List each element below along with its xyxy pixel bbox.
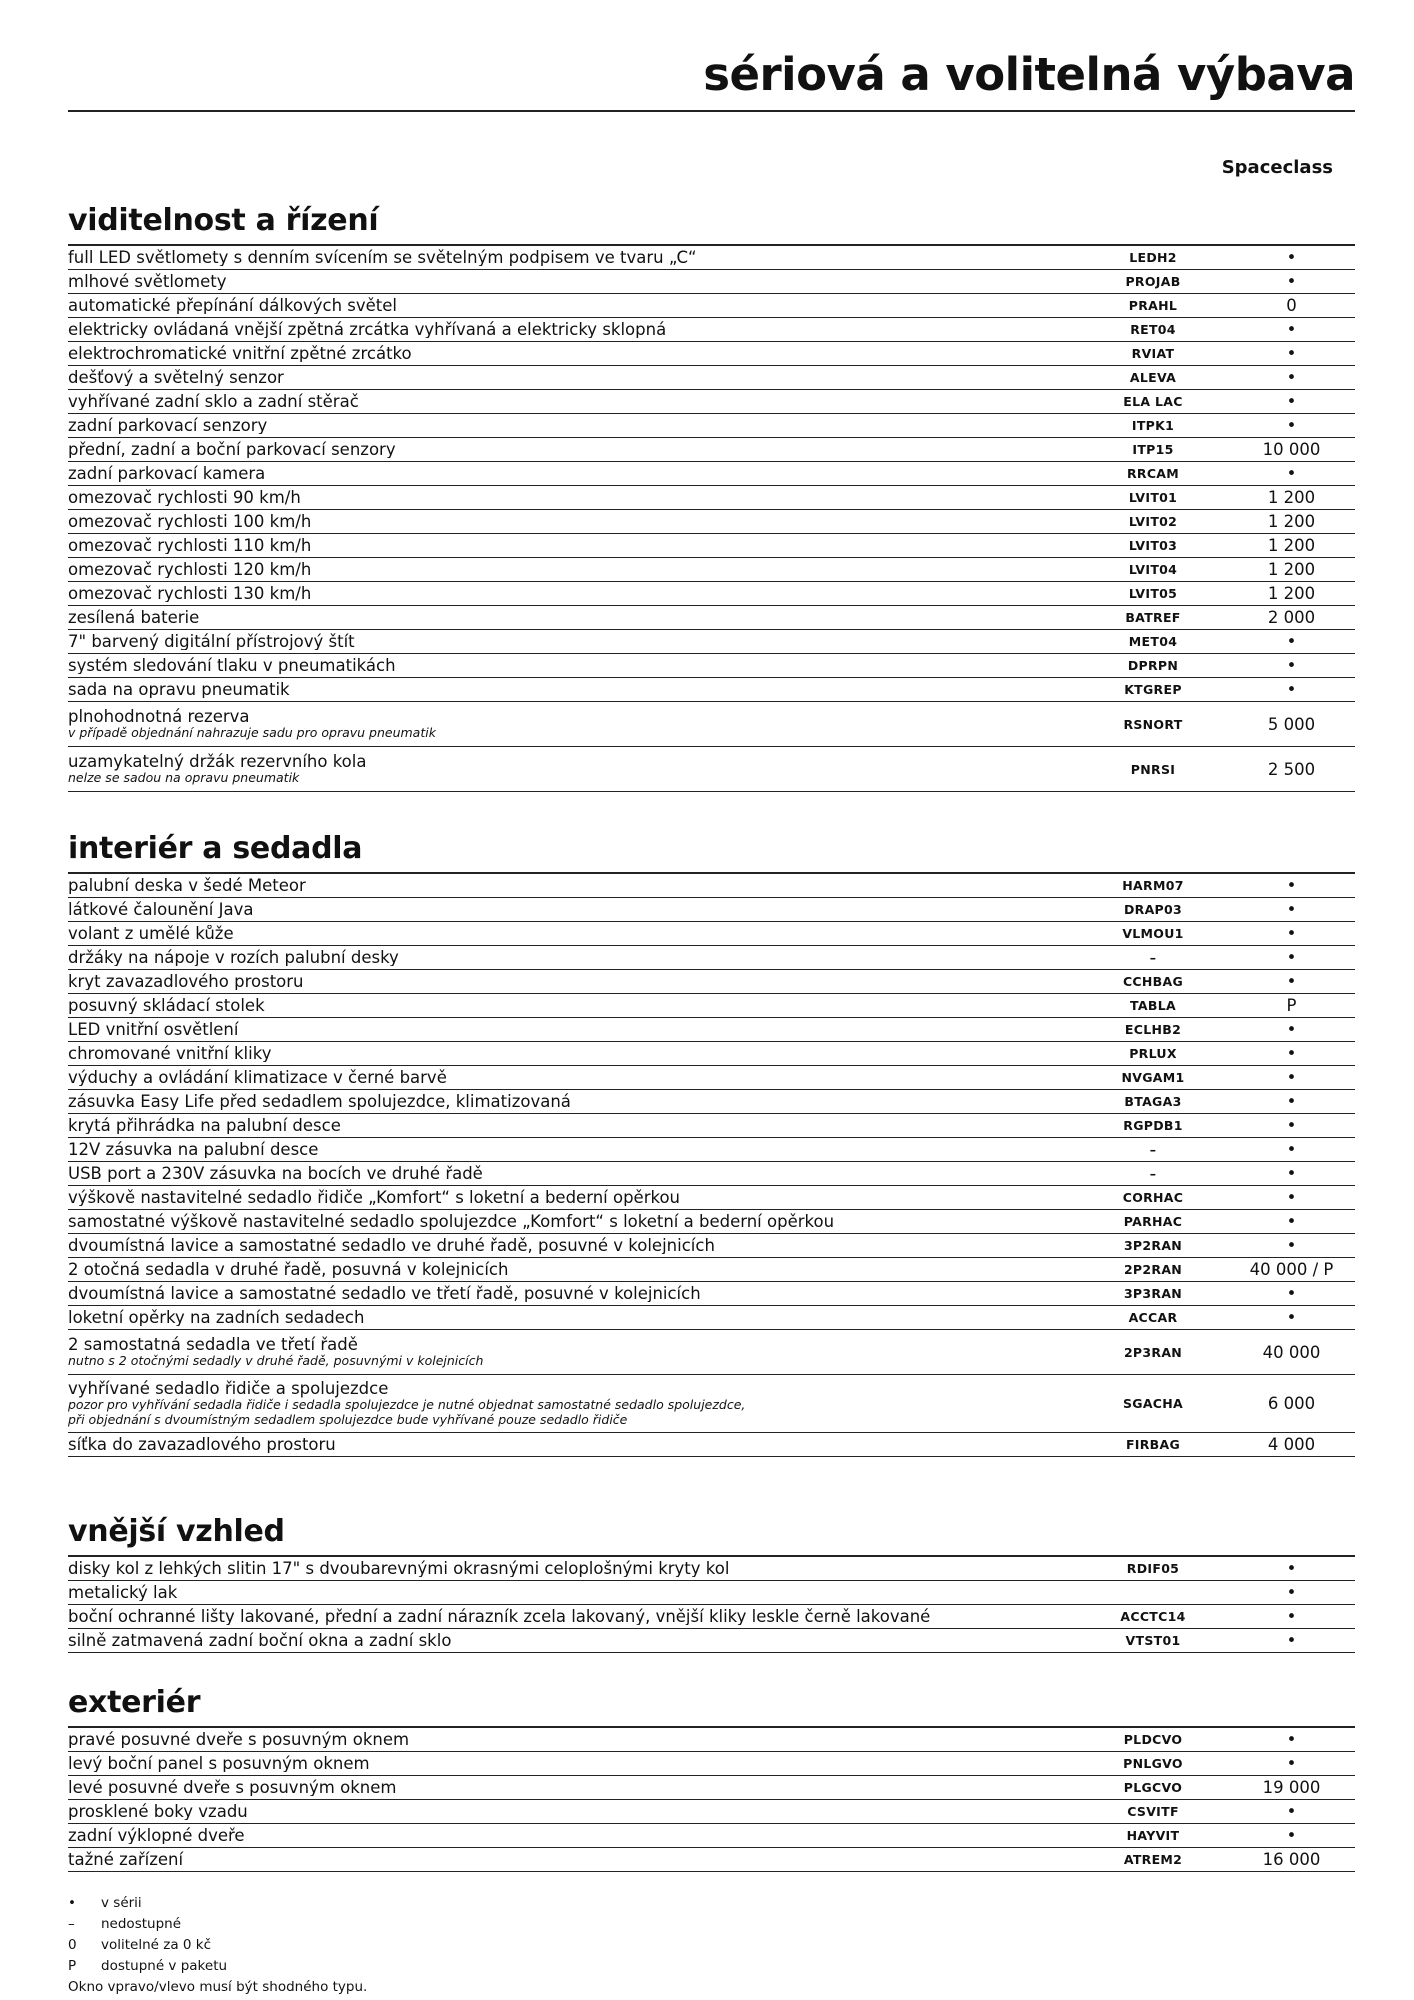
equipment-description <box>68 1093 1078 1110</box>
equipment-description <box>68 297 1078 314</box>
equipment-row <box>68 1186 1355 1210</box>
equipment-description <box>68 537 1078 554</box>
equipment-name: levý boční panel s posuvným oknem <box>68 1755 370 1772</box>
option-code: LVIT03 <box>1128 538 1178 553</box>
legend-symbol: – <box>68 1916 75 1932</box>
equipment-row <box>68 1282 1355 1306</box>
equipment-description <box>68 1045 1078 1062</box>
equipment-row <box>68 390 1355 414</box>
equipment-name: 2 samostatná sedadla ve třetí řadě <box>68 1336 358 1354</box>
availability-value: 1 200 <box>1267 488 1316 507</box>
option-code: DRAP03 <box>1123 902 1183 917</box>
equipment-row <box>68 414 1355 438</box>
availability-value: • <box>1286 416 1297 435</box>
equipment-name: prosklené boky vzadu <box>68 1803 248 1820</box>
option-code: ITP15 <box>1132 442 1174 457</box>
equipment-row <box>68 702 1355 747</box>
equipment-name: volant z umělé kůže <box>68 925 234 942</box>
option-code: – <box>1149 1142 1157 1157</box>
equipment-description <box>68 273 1078 290</box>
option-code: 2P3RAN <box>1123 1344 1183 1360</box>
availability-value: • <box>1286 272 1297 291</box>
availability-value: • <box>1286 972 1297 991</box>
equipment-description <box>68 1069 1078 1086</box>
option-code: ATREM2 <box>1123 1852 1183 1867</box>
equipment-row <box>68 1848 1355 1872</box>
availability-value: 2 000 <box>1267 608 1316 627</box>
option-code: PLDCVO <box>1123 1732 1183 1747</box>
section-visibility-driving <box>68 198 1355 792</box>
legend-note: Okno vpravo/vlevo musí být shodného typu. <box>68 1979 368 1995</box>
equipment-name: automatické přepínání dálkových světel <box>68 297 398 314</box>
equipment-row <box>68 1330 1355 1375</box>
availability-value: 10 000 <box>1262 440 1321 459</box>
equipment-row <box>68 1752 1355 1776</box>
availability-value: • <box>1286 1092 1297 1111</box>
option-code: RRCAM <box>1126 466 1180 481</box>
equipment-row <box>68 1605 1355 1629</box>
availability-value: 1 200 <box>1267 512 1316 531</box>
availability-value: • <box>1286 1236 1297 1255</box>
equipment-description <box>68 681 1078 698</box>
availability-value: • <box>1286 1140 1297 1159</box>
equipment-name: držáky na nápoje v rozích palubní desky <box>68 949 399 966</box>
equipment-row <box>68 1824 1355 1848</box>
equipment-name: loketní opěrky na zadních sedadech <box>68 1309 365 1326</box>
option-code: KTGREP <box>1124 682 1182 697</box>
equipment-name: samostatné výškově nastavitelné sedadlo spolujezdce „Komfort“ s loketní a bederní opěrkou <box>68 1213 835 1230</box>
option-code: – <box>1149 950 1157 965</box>
availability-value: • <box>1286 1583 1297 1602</box>
availability-value: • <box>1286 632 1297 651</box>
option-code: PROJAB <box>1125 274 1181 289</box>
equipment-description <box>68 393 1078 410</box>
equipment-row <box>68 1629 1355 1653</box>
equipment-description <box>68 1189 1078 1206</box>
equipment-description <box>68 1261 1078 1278</box>
equipment-description <box>68 1336 1078 1368</box>
equipment-name: chromované vnitřní kliky <box>68 1045 272 1062</box>
availability-value: 2 500 <box>1267 759 1316 779</box>
section-rows <box>68 1557 1355 1653</box>
availability-value: P <box>1286 996 1297 1015</box>
equipment-name: omezovač rychlosti 120 km/h <box>68 561 312 578</box>
equipment-description <box>68 489 1078 506</box>
legend-symbol: • <box>68 1895 76 1911</box>
section-rows <box>68 1728 1355 1872</box>
availability-value: • <box>1286 1116 1297 1135</box>
equipment-name: výduchy a ovládání klimatizace v černé barvě <box>68 1069 447 1086</box>
equipment-description <box>68 1608 1078 1625</box>
availability-value: 16 000 <box>1262 1850 1321 1869</box>
equipment-description <box>68 901 1078 918</box>
equipment-description <box>68 561 1078 578</box>
equipment-row <box>68 1581 1355 1605</box>
equipment-row <box>68 1306 1355 1330</box>
option-code: 3P2RAN <box>1123 1238 1183 1253</box>
equipment-name: dešťový a světelný senzor <box>68 369 284 386</box>
equipment-description <box>68 1779 1078 1796</box>
equipment-description <box>68 1851 1078 1868</box>
option-code: LVIT01 <box>1128 490 1178 505</box>
availability-value: • <box>1286 392 1297 411</box>
legend <box>68 1893 668 1998</box>
section-exterior-look <box>68 1509 1355 1653</box>
equipment-name: LED vnitřní osvětlení <box>68 1021 239 1038</box>
equipment-row <box>68 318 1355 342</box>
equipment-row <box>68 1162 1355 1186</box>
equipment-description <box>68 1803 1078 1820</box>
equipment-description <box>68 1213 1078 1230</box>
equipment-description <box>68 513 1078 530</box>
equipment-name: omezovač rychlosti 90 km/h <box>68 489 301 506</box>
availability-value: • <box>1286 924 1297 943</box>
equipment-name: kryt zavazadlového prostoru <box>68 973 304 990</box>
equipment-row <box>68 898 1355 922</box>
equipment-description <box>68 708 1078 740</box>
equipment-name: zásuvka Easy Life před sedadlem spolujezdce, klimatizovaná <box>68 1093 571 1110</box>
equipment-name: přední, zadní a boční parkovací senzory <box>68 441 396 458</box>
equipment-name: tažné zařízení <box>68 1851 184 1868</box>
option-code: CSVITF <box>1127 1804 1179 1819</box>
equipment-name: elektrochromatické vnitřní zpětné zrcátko <box>68 345 412 362</box>
section-title: interiér a sedadla <box>68 826 1355 874</box>
equipment-description <box>68 1380 1078 1427</box>
equipment-description <box>68 657 1078 674</box>
equipment-name: vyhřívané zadní sklo a zadní stěrač <box>68 393 359 410</box>
option-code: BTAGA3 <box>1124 1094 1182 1109</box>
availability-value: • <box>1286 1188 1297 1207</box>
availability-value: 5 000 <box>1267 714 1316 734</box>
equipment-row <box>68 1114 1355 1138</box>
availability-value: • <box>1286 1802 1297 1821</box>
option-code: 3P3RAN <box>1123 1286 1183 1301</box>
equipment-name: omezovač rychlosti 130 km/h <box>68 585 312 602</box>
equipment-name: silně zatmavená zadní boční okna a zadní sklo <box>68 1632 452 1649</box>
equipment-name: elektricky ovládaná vnější zpětná zrcátka vyhřívaná a elektricky sklopná <box>68 321 667 338</box>
option-code: PRLUX <box>1129 1046 1177 1061</box>
equipment-row <box>68 946 1355 970</box>
option-code: LVIT02 <box>1128 514 1178 529</box>
equipment-name: full LED světlomety s denním svícením se světelným podpisem ve tvaru „C“ <box>68 249 697 266</box>
equipment-description <box>68 465 1078 482</box>
option-code: PARHAC <box>1123 1214 1183 1229</box>
equipment-row <box>68 270 1355 294</box>
availability-value: • <box>1286 1559 1297 1578</box>
availability-value: • <box>1286 1754 1297 1773</box>
equipment-row <box>68 1557 1355 1581</box>
availability-value: 19 000 <box>1262 1778 1321 1797</box>
equipment-row <box>68 1728 1355 1752</box>
equipment-note: nelze se sadou na opravu pneumatik <box>68 770 300 785</box>
availability-value: • <box>1286 656 1297 675</box>
section-title: viditelnost a řízení <box>68 198 1355 246</box>
equipment-row <box>68 747 1355 792</box>
equipment-name: zadní výklopné dveře <box>68 1827 245 1844</box>
equipment-row <box>68 1800 1355 1824</box>
equipment-row <box>68 1234 1355 1258</box>
availability-value: • <box>1286 464 1297 483</box>
equipment-note: při objednání s dvoumístným sedadlem spolujezdce bude vyhřívané pouze sedadlo řidiče <box>68 1412 628 1427</box>
title-divider <box>68 110 1355 112</box>
equipment-description <box>68 1021 1078 1038</box>
equipment-row <box>68 246 1355 270</box>
equipment-description <box>68 1560 1078 1577</box>
availability-value: • <box>1286 876 1297 895</box>
equipment-description <box>68 345 1078 362</box>
availability-value: • <box>1286 1020 1297 1039</box>
section-rows <box>68 874 1355 1457</box>
availability-value: 0 <box>1286 296 1297 315</box>
availability-value: • <box>1286 1068 1297 1087</box>
equipment-name: posuvný skládací stolek <box>68 997 265 1014</box>
equipment-row <box>68 342 1355 366</box>
equipment-row <box>68 630 1355 654</box>
option-code: CORHAC <box>1122 1190 1184 1205</box>
equipment-description <box>68 321 1078 338</box>
equipment-name: pravé posuvné dveře s posuvným oknem <box>68 1731 410 1748</box>
page-title: sériová a volitelná výbava <box>703 48 1355 101</box>
equipment-description <box>68 997 1078 1014</box>
option-code: HARM07 <box>1122 878 1184 893</box>
equipment-row <box>68 582 1355 606</box>
availability-value: • <box>1286 1044 1297 1063</box>
equipment-name: 7" barvený digitální přístrojový štít <box>68 633 355 650</box>
equipment-name: plnohodnotná rezerva <box>68 708 250 726</box>
equipment-name: zadní parkovací kamera <box>68 465 266 482</box>
option-code: ECLHB2 <box>1124 1022 1182 1037</box>
equipment-name: vyhřívané sedadlo řidiče a spolujezdce <box>68 1380 389 1398</box>
equipment-row <box>68 558 1355 582</box>
availability-value: 1 200 <box>1267 584 1316 603</box>
equipment-description <box>68 1309 1078 1326</box>
equipment-row <box>68 1042 1355 1066</box>
legend-item <box>68 1914 668 1935</box>
option-code: TABLA <box>1130 998 1176 1013</box>
option-code: SGACHA <box>1122 1396 1184 1411</box>
section-rows <box>68 246 1355 792</box>
option-code: VTST01 <box>1125 1633 1181 1648</box>
equipment-description <box>68 1165 1078 1182</box>
equipment-name: disky kol z lehkých slitin 17" s dvoubarevnými okrasnými celoplošnými kryty kol <box>68 1560 730 1577</box>
option-code: RVIAT <box>1131 346 1175 361</box>
equipment-name: metalický lak <box>68 1584 178 1601</box>
legend-text: nedostupné <box>101 1916 182 1932</box>
equipment-row <box>68 678 1355 702</box>
equipment-description <box>68 369 1078 386</box>
equipment-row <box>68 606 1355 630</box>
legend-item <box>68 1956 668 1977</box>
equipment-description <box>68 1584 1078 1601</box>
section-exterior <box>68 1680 1355 1872</box>
option-code: PLGCVO <box>1123 1780 1183 1795</box>
availability-value: • <box>1286 948 1297 967</box>
section-interior-seats <box>68 826 1355 1457</box>
equipment-name: boční ochranné lišty lakované, přední a zadní nárazník zcela lakovaný, vnější kliky leskle černě lakované <box>68 1608 931 1625</box>
equipment-name: systém sledování tlaku v pneumatikách <box>68 657 396 674</box>
equipment-row <box>68 1090 1355 1114</box>
legend-text: volitelné za 0 kč <box>101 1937 212 1953</box>
option-code: – <box>1149 1166 1157 1181</box>
option-code: ACCAR <box>1128 1310 1178 1325</box>
availability-value: • <box>1286 900 1297 919</box>
option-code: MET04 <box>1128 634 1178 649</box>
option-code: LVIT05 <box>1128 586 1178 601</box>
equipment-row <box>68 1375 1355 1433</box>
equipment-description <box>68 925 1078 942</box>
equipment-description <box>68 949 1078 966</box>
option-code: PNLGVO <box>1123 1756 1183 1771</box>
section-title: vnější vzhled <box>68 1509 1355 1557</box>
availability-value: 40 000 <box>1262 1342 1321 1362</box>
equipment-row <box>68 922 1355 946</box>
equipment-name: palubní deska v šedé Meteor <box>68 877 306 894</box>
equipment-description <box>68 441 1078 458</box>
option-code: ELA LAC <box>1123 394 1183 409</box>
availability-value: 40 000 / P <box>1249 1260 1334 1279</box>
equipment-row <box>68 1066 1355 1090</box>
legend-text: dostupné v paketu <box>101 1958 228 1974</box>
equipment-name: sada na opravu pneumatik <box>68 681 290 698</box>
availability-value: 1 200 <box>1267 536 1316 555</box>
availability-value: • <box>1286 1164 1297 1183</box>
equipment-description <box>68 1755 1078 1772</box>
equipment-row <box>68 1776 1355 1800</box>
option-code: ACCTC14 <box>1120 1609 1186 1624</box>
legend-symbol: 0 <box>68 1937 77 1953</box>
equipment-note: v případě objednání nahrazuje sadu pro opravu pneumatik <box>68 725 436 740</box>
equipment-row <box>68 1018 1355 1042</box>
availability-value: • <box>1286 344 1297 363</box>
option-code: ALEVA <box>1129 370 1177 385</box>
equipment-description <box>68 877 1078 894</box>
availability-value: • <box>1286 368 1297 387</box>
availability-value: • <box>1286 1730 1297 1749</box>
equipment-row <box>68 654 1355 678</box>
equipment-description <box>68 753 1078 785</box>
equipment-row <box>68 510 1355 534</box>
section-title: exteriér <box>68 1680 1355 1728</box>
equipment-description <box>68 1141 1078 1158</box>
equipment-description <box>68 585 1078 602</box>
option-code: VLMOU1 <box>1122 926 1184 941</box>
equipment-name: 2 otočná sedadla v druhé řadě, posuvná v kolejnicích <box>68 1261 509 1278</box>
equipment-row <box>68 874 1355 898</box>
equipment-description <box>68 1117 1078 1134</box>
equipment-name: uzamykatelný držák rezervního kola <box>68 753 367 771</box>
equipment-description <box>68 1436 1078 1453</box>
trim-column-header: Spaceclass <box>1221 157 1333 178</box>
option-code: NVGAM1 <box>1121 1070 1185 1085</box>
equipment-name: síťka do zavazadlového prostoru <box>68 1436 336 1453</box>
availability-value: • <box>1286 1308 1297 1327</box>
availability-value: 6 000 <box>1267 1394 1316 1413</box>
option-code: LVIT04 <box>1128 562 1178 577</box>
option-code: BATREF <box>1125 610 1181 625</box>
equipment-description <box>68 1827 1078 1844</box>
equipment-description <box>68 609 1078 626</box>
availability-value: • <box>1286 1631 1297 1650</box>
equipment-row <box>68 1258 1355 1282</box>
equipment-row <box>68 1433 1355 1457</box>
option-code: FIRBAG <box>1125 1437 1181 1452</box>
equipment-description <box>68 633 1078 650</box>
option-code: RDIF05 <box>1126 1561 1180 1576</box>
equipment-row <box>68 1210 1355 1234</box>
equipment-description <box>68 1237 1078 1254</box>
equipment-description <box>68 1731 1078 1748</box>
availability-value: 1 200 <box>1267 560 1316 579</box>
option-code: HAYVIT <box>1126 1828 1180 1843</box>
equipment-name: dvoumístná lavice a samostatné sedadlo ve třetí řadě, posuvné v kolejnicích <box>68 1285 701 1302</box>
equipment-name: levé posuvné dveře s posuvným oknem <box>68 1779 397 1796</box>
option-code: PNRSI <box>1130 761 1176 777</box>
equipment-row <box>68 462 1355 486</box>
availability-value: 4 000 <box>1267 1435 1316 1454</box>
equipment-row <box>68 438 1355 462</box>
equipment-description <box>68 1632 1078 1649</box>
equipment-description <box>68 417 1078 434</box>
availability-value: • <box>1286 1212 1297 1231</box>
equipment-name: USB port a 230V zásuvka na bocích ve druhé řadě <box>68 1165 483 1182</box>
availability-value: • <box>1286 680 1297 699</box>
equipment-name: zadní parkovací senzory <box>68 417 268 434</box>
equipment-description <box>68 973 1078 990</box>
equipment-name: krytá přihrádka na palubní desce <box>68 1117 341 1134</box>
legend-symbol: P <box>68 1958 77 1974</box>
equipment-row <box>68 970 1355 994</box>
equipment-row <box>68 534 1355 558</box>
equipment-name: dvoumístná lavice a samostatné sedadlo ve druhé řadě, posuvné v kolejnicích <box>68 1237 715 1254</box>
equipment-name: omezovač rychlosti 110 km/h <box>68 537 312 554</box>
option-code: ITPK1 <box>1131 418 1175 433</box>
option-code: RGPDB1 <box>1123 1118 1183 1133</box>
legend-text: v sérii <box>101 1895 142 1911</box>
availability-value: • <box>1286 1284 1297 1303</box>
equipment-row <box>68 994 1355 1018</box>
option-code: 2P2RAN <box>1123 1262 1183 1277</box>
option-code: RSNORT <box>1123 716 1183 732</box>
equipment-note: nutno s 2 otočnými sedadly v druhé řadě, posuvnými v kolejnicích <box>68 1353 484 1368</box>
equipment-name: 12V zásuvka na palubní desce <box>68 1141 319 1158</box>
option-code: PRAHL <box>1128 298 1178 313</box>
equipment-name: mlhové světlomety <box>68 273 227 290</box>
equipment-note: pozor pro vyhřívání sedadla řidiče i sedadla spolujezdce je nutné objednat samostatné sedadlo spolujezdce, <box>68 1397 746 1412</box>
legend-item <box>68 1935 668 1956</box>
availability-value: • <box>1286 248 1297 267</box>
equipment-row <box>68 366 1355 390</box>
option-code: CCHBAG <box>1122 974 1184 989</box>
equipment-name: výškově nastavitelné sedadlo řidiče „Komfort“ s loketní a bederní opěrkou <box>68 1189 681 1206</box>
option-code: LEDH2 <box>1129 250 1177 265</box>
equipment-description <box>68 249 1078 266</box>
equipment-row <box>68 294 1355 318</box>
option-code: RET04 <box>1130 322 1176 337</box>
equipment-name: zesílená baterie <box>68 609 200 626</box>
equipment-row <box>68 486 1355 510</box>
option-code: DPRPN <box>1127 658 1179 673</box>
availability-value: • <box>1286 1607 1297 1626</box>
availability-value: • <box>1286 1826 1297 1845</box>
availability-value: • <box>1286 320 1297 339</box>
equipment-name: omezovač rychlosti 100 km/h <box>68 513 312 530</box>
equipment-row <box>68 1138 1355 1162</box>
equipment-description <box>68 1285 1078 1302</box>
equipment-name: látkové čalounění Java <box>68 901 254 918</box>
legend-item <box>68 1893 668 1914</box>
